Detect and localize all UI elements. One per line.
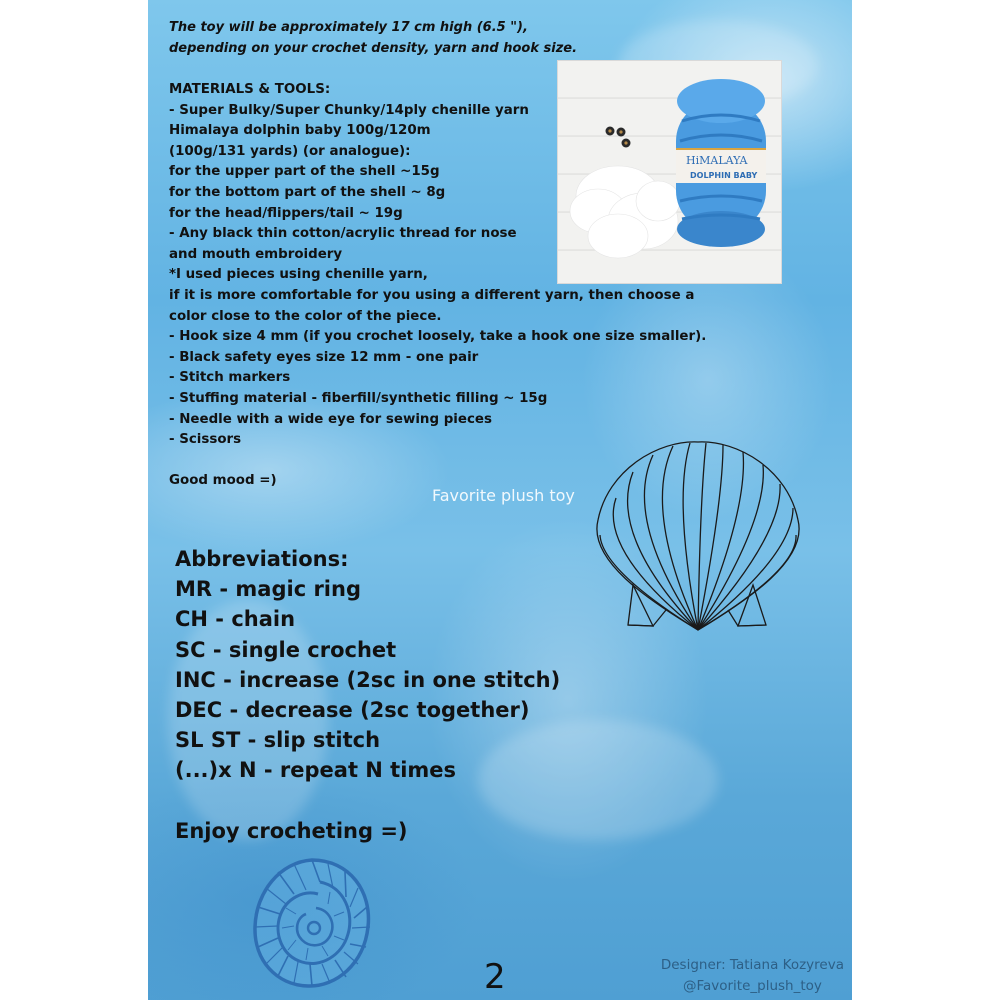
- materials-line: - Stitch markers: [169, 370, 291, 386]
- materials-line: (100g/131 yards) (or analogue):: [169, 143, 411, 159]
- abbreviation-item: INC - increase (2sc in one stitch): [175, 667, 561, 692]
- materials-line: color close to the color of the piece.: [169, 308, 442, 324]
- materials-line: for the bottom part of the shell ~ 8g: [169, 184, 446, 200]
- materials-line: and mouth embroidery: [169, 246, 343, 262]
- abbreviation-item: SC - single crochet: [175, 637, 397, 662]
- materials-closing: Good mood =): [169, 473, 277, 489]
- yarn-skein: [676, 79, 766, 247]
- yarn-photo: [557, 60, 782, 284]
- abbreviations-spacer: [175, 786, 560, 816]
- intro-line: The toy will be approximately 17 cm high (6.5 "),: [169, 20, 528, 35]
- fiberfill-stuffing: [570, 166, 680, 258]
- materials-line: - Any black thin cotton/acrylic thread for nose: [169, 226, 517, 242]
- intro-line: depending on your crochet density, yarn and hook size.: [169, 40, 578, 56]
- materials-line: *I used pieces using chenille yarn,: [169, 267, 428, 283]
- materials-heading: MATERIALS & TOOLS:: [169, 82, 331, 97]
- safety-eyes: [606, 127, 631, 148]
- closing-text: Enjoy crocheting =): [175, 818, 408, 843]
- photo-label-brand: HiMALAYA: [686, 154, 748, 167]
- scallop-shell-illustration: [588, 440, 808, 640]
- abbreviation-item: SL ST - slip stitch: [175, 728, 381, 753]
- photo-label-product: DOLPHIN BABY: [690, 171, 758, 180]
- materials-line: - Black safety eyes size 12 mm - one pair: [169, 349, 479, 365]
- abbreviation-item: MR - magic ring: [175, 577, 361, 602]
- abbreviation-item: (...)x N - repeat N times: [175, 758, 457, 783]
- abbreviations-heading: Abbreviations:: [175, 547, 349, 571]
- ammonite-shell-illustration: [250, 852, 375, 992]
- materials-line: - Stuffing material - fiberfill/synthetic filling ~ 15g: [169, 390, 548, 406]
- page-number: 2: [484, 957, 506, 997]
- pattern-page: [148, 0, 852, 1000]
- intro-text: [169, 18, 649, 59]
- yarn-photo-illustration: [558, 61, 781, 283]
- materials-line: - Scissors: [169, 432, 242, 448]
- abbreviation-item: CH - chain: [175, 607, 296, 632]
- designer-name: Designer: Tatiana Kozyreva: [660, 957, 844, 973]
- designer-credits: [661, 955, 844, 997]
- materials-line: for the upper part of the shell ~15g: [169, 164, 440, 180]
- materials-line: if it is more comfortable for you using a different yarn, then choose a: [169, 287, 695, 303]
- abbreviation-item: DEC - decrease (2sc together): [175, 698, 530, 723]
- abbreviations-section: [175, 544, 560, 846]
- designer-handle: @Favorite_plush_toy: [682, 978, 822, 994]
- materials-line: for the head/flippers/tail ~ 19g: [169, 205, 403, 221]
- materials-line: - Hook size 4 mm (if you crochet loosely, take a hook one size smaller).: [169, 329, 707, 345]
- materials-line: - Needle with a wide eye for sewing pieces: [169, 411, 492, 427]
- watermark: Favorite plush toy: [432, 486, 575, 505]
- materials-line: Himalaya dolphin baby 100g/120m: [169, 123, 431, 139]
- materials-line: - Super Bulky/Super Chunky/14ply chenille yarn: [169, 102, 529, 118]
